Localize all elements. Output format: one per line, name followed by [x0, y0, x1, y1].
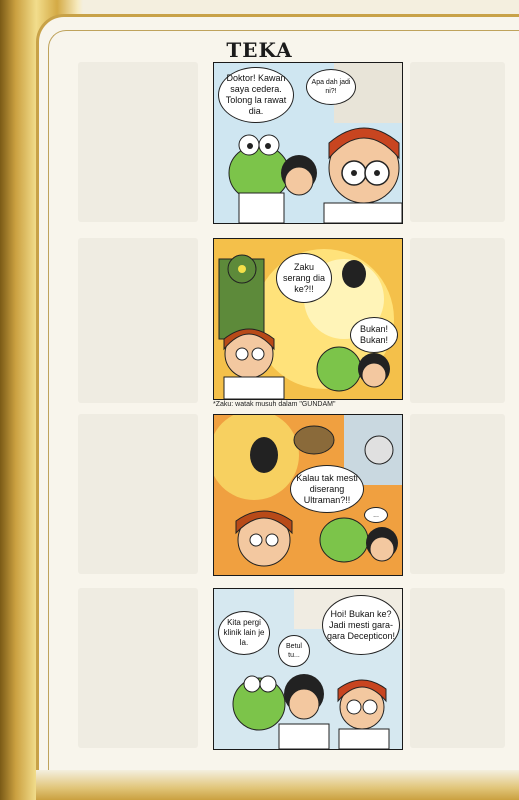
footnote: *Zaku: watak musuh dalam "GUNDAM" [213, 401, 336, 408]
speech-bubble: Doktor! Kawan saya cedera. Tolong la rawat dia. [218, 67, 294, 123]
page-title: TEKA [226, 38, 293, 62]
speech-bubble: ... [364, 507, 388, 523]
speech-bubble: Apa dah jadi ni?! [306, 69, 356, 105]
speech-bubble: Kita pergi klinik lain je la. [218, 611, 270, 655]
speech-bubble: Betul tu... [278, 635, 310, 667]
ghost-panel [78, 238, 198, 403]
ghost-panel [78, 414, 198, 574]
speech-bubble: Kalau tak mesti diserang Ultraman?!! [290, 465, 364, 513]
gold-border-bottom [36, 770, 519, 800]
ghost-panel [410, 62, 505, 222]
speech-bubble: Hoi! Bukan ke? Jadi mesti gara-gara Decepticon! [322, 595, 400, 655]
comic-panel-3 [213, 414, 403, 576]
speech-bubble: Zaku serang dia ke?!! [276, 253, 332, 303]
ghost-panel [410, 588, 505, 748]
ghost-panel [410, 238, 505, 403]
comic-panel-2 [213, 238, 403, 400]
comic-panel-1 [213, 62, 403, 224]
ghost-panel [78, 62, 198, 222]
comic-panel-4 [213, 588, 403, 750]
ghost-panel [78, 588, 198, 748]
ghost-panel [410, 414, 505, 574]
speech-bubble: Bukan! Bukan! [350, 317, 398, 353]
